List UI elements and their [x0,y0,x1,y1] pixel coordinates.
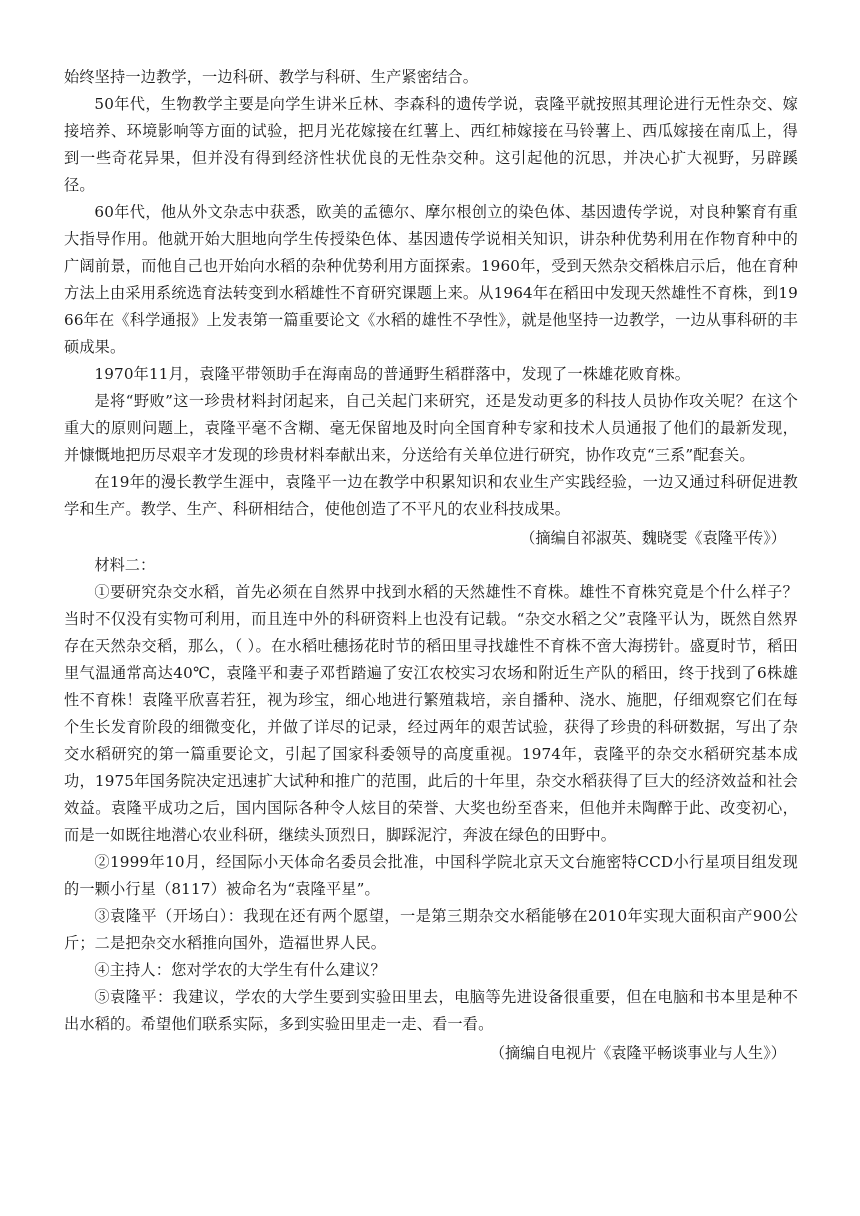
material2-item-5: ⑤袁隆平：我建议，学农的大学生要到实验田里去，电脑等先进设备很重要，但在电脑和书本里是种不出水稻的。希望他们联系实际，多到实验田里走一走、看一看。 [64,988,798,1033]
material1-paragraph-yebai: 是将“野败”这一珍贵材料封闭起来，自己关起门来研究，还是发动更多的科技人员协作攻关呢？在这个重大的原则问题上，袁隆平毫不含糊、毫无保留地及时向全国育种专家和技术人员通报了他们的最新发现，并慷慨地把历尽艰辛才发现的珍贵材料奉献出来，分送给有关单位进行研究，协作攻克“三系”配套关。 [64,392,798,464]
material2-item-1: ①要研究杂交水稻，首先必须在自然界中找到水稻的天然雄性不育株。雄性不育株究竟是个什么样子？当时不仅没有实物可利用，而且连中外的科研资料上也没有记载。“杂交水稻之父”袁隆平认为，既然自然界存在天然杂交稻，那么，（ ）。在水稻吐穗扬花时节的稻田里寻找雄性不育株不啻大海捞针。盛夏时节，稻田里气温通常高达40℃，袁隆平和妻子邓哲踏遍了安江农校实习农场和附近生产队的稻田，终于找到了6株雄性不育株！袁隆平欣喜若狂，视为珍宝，细心地进行繁殖栽培，亲自播种、浇水、施肥，仔细观察它们在每个生长发育阶段的细微变化，并做了详尽的记录，经过两年的艰苦试验，获得了珍贵的科研数据，写出了杂交水稻研究的第一篇重要论文，引起了国家科委领导的高度重视。1974年，袁隆平的杂交水稻研究基本成功，1975年国务院决定迅速扩大试种和推广的范围，此后的十年里，杂交水稻获得了巨大的经济效益和社会效益。袁隆平成功之后，国内国际各种令人炫目的荣誉、大奖也纷至沓来，但他并未陶醉于此、改变初心，而是一如既往地潜心农业科研，继续头顶烈日，脚踩泥泞，奔波在绿色的田野中。 [64,583,798,844]
material2-label: 材料二： [94,556,156,574]
material2-item-2: ②1999年10月，经国际小天体命名委员会批准，中国科学院北京天文台施密特CCD小行星项目组发现的一颗小行星（8117）被命名为“袁隆平星”。 [64,853,798,898]
material1-paragraph-continuation: 始终坚持一边教学，一边科研、教学与科研、生产紧密结合。 [64,68,479,86]
document-page [64,64,798,1067]
material1-paragraph-60s: 60年代，他从外文杂志中获悉，欧美的孟德尔、摩尔根创立的染色体、基因遗传学说，对良种繁育有重大指导作用。他就开始大胆地向学生传授染色体、基因遗传学说相关知识，讲杂种优势利用在作物育种中的广阔前景，而他自己也开始向水稻的杂种优势利用方面探索。1960年，受到天然杂交稻株启示后，他在育种方法上由采用系统选育法转变到水稻雄性不育研究课题上来。从1964年在稻田中发现天然雄性不育株，到1966年在《科学通报》上发表第一篇重要论文《水稻的雄性不孕性》，就是他坚持一边教学，一边从事科研的丰硕成果。 [64,203,798,356]
material2-item-4: ④主持人：您对学农的大学生有什么建议？ [94,961,386,979]
material1-source: （摘编自祁淑英、魏晓雯《袁隆平传》） [520,529,786,547]
material1-paragraph-1970: 1970年11月，袁隆平带领助手在海南岛的普通野生稻群落中，发现了一株雄花败育株。 [94,365,691,383]
material2-item-3: ③袁隆平（开场白）：我现在还有两个愿望，一是第三期杂交水稻能够在2010年实现大面积亩产900公斤；二是把杂交水稻推向国外，造福世界人民。 [64,907,798,952]
material2-source: （摘编自电视片《袁隆平畅谈事业与人生》） [489,1044,786,1062]
material1-paragraph-50s: 50年代，生物教学主要是向学生讲米丘林、李森科的遗传学说，袁隆平就按照其理论进行无性杂交、嫁接培养、环境影响等方面的试验，把月光花嫁接在红薯上、西红柿嫁接在马铃薯上、西瓜嫁接在南瓜上，得到一些奇花异果，但并没有得到经济性状优良的无性杂交种。这引起他的沉思，并决心扩大视野，另辟蹊径。 [64,95,798,194]
material1-paragraph-teaching-career: 在19年的漫长教学生涯中，袁隆平一边在教学中积累知识和农业生产实践经验，一边又通过科研促进教学和生产。教学、生产、科研相结合，使他创造了不平凡的农业科技成果。 [64,473,798,518]
